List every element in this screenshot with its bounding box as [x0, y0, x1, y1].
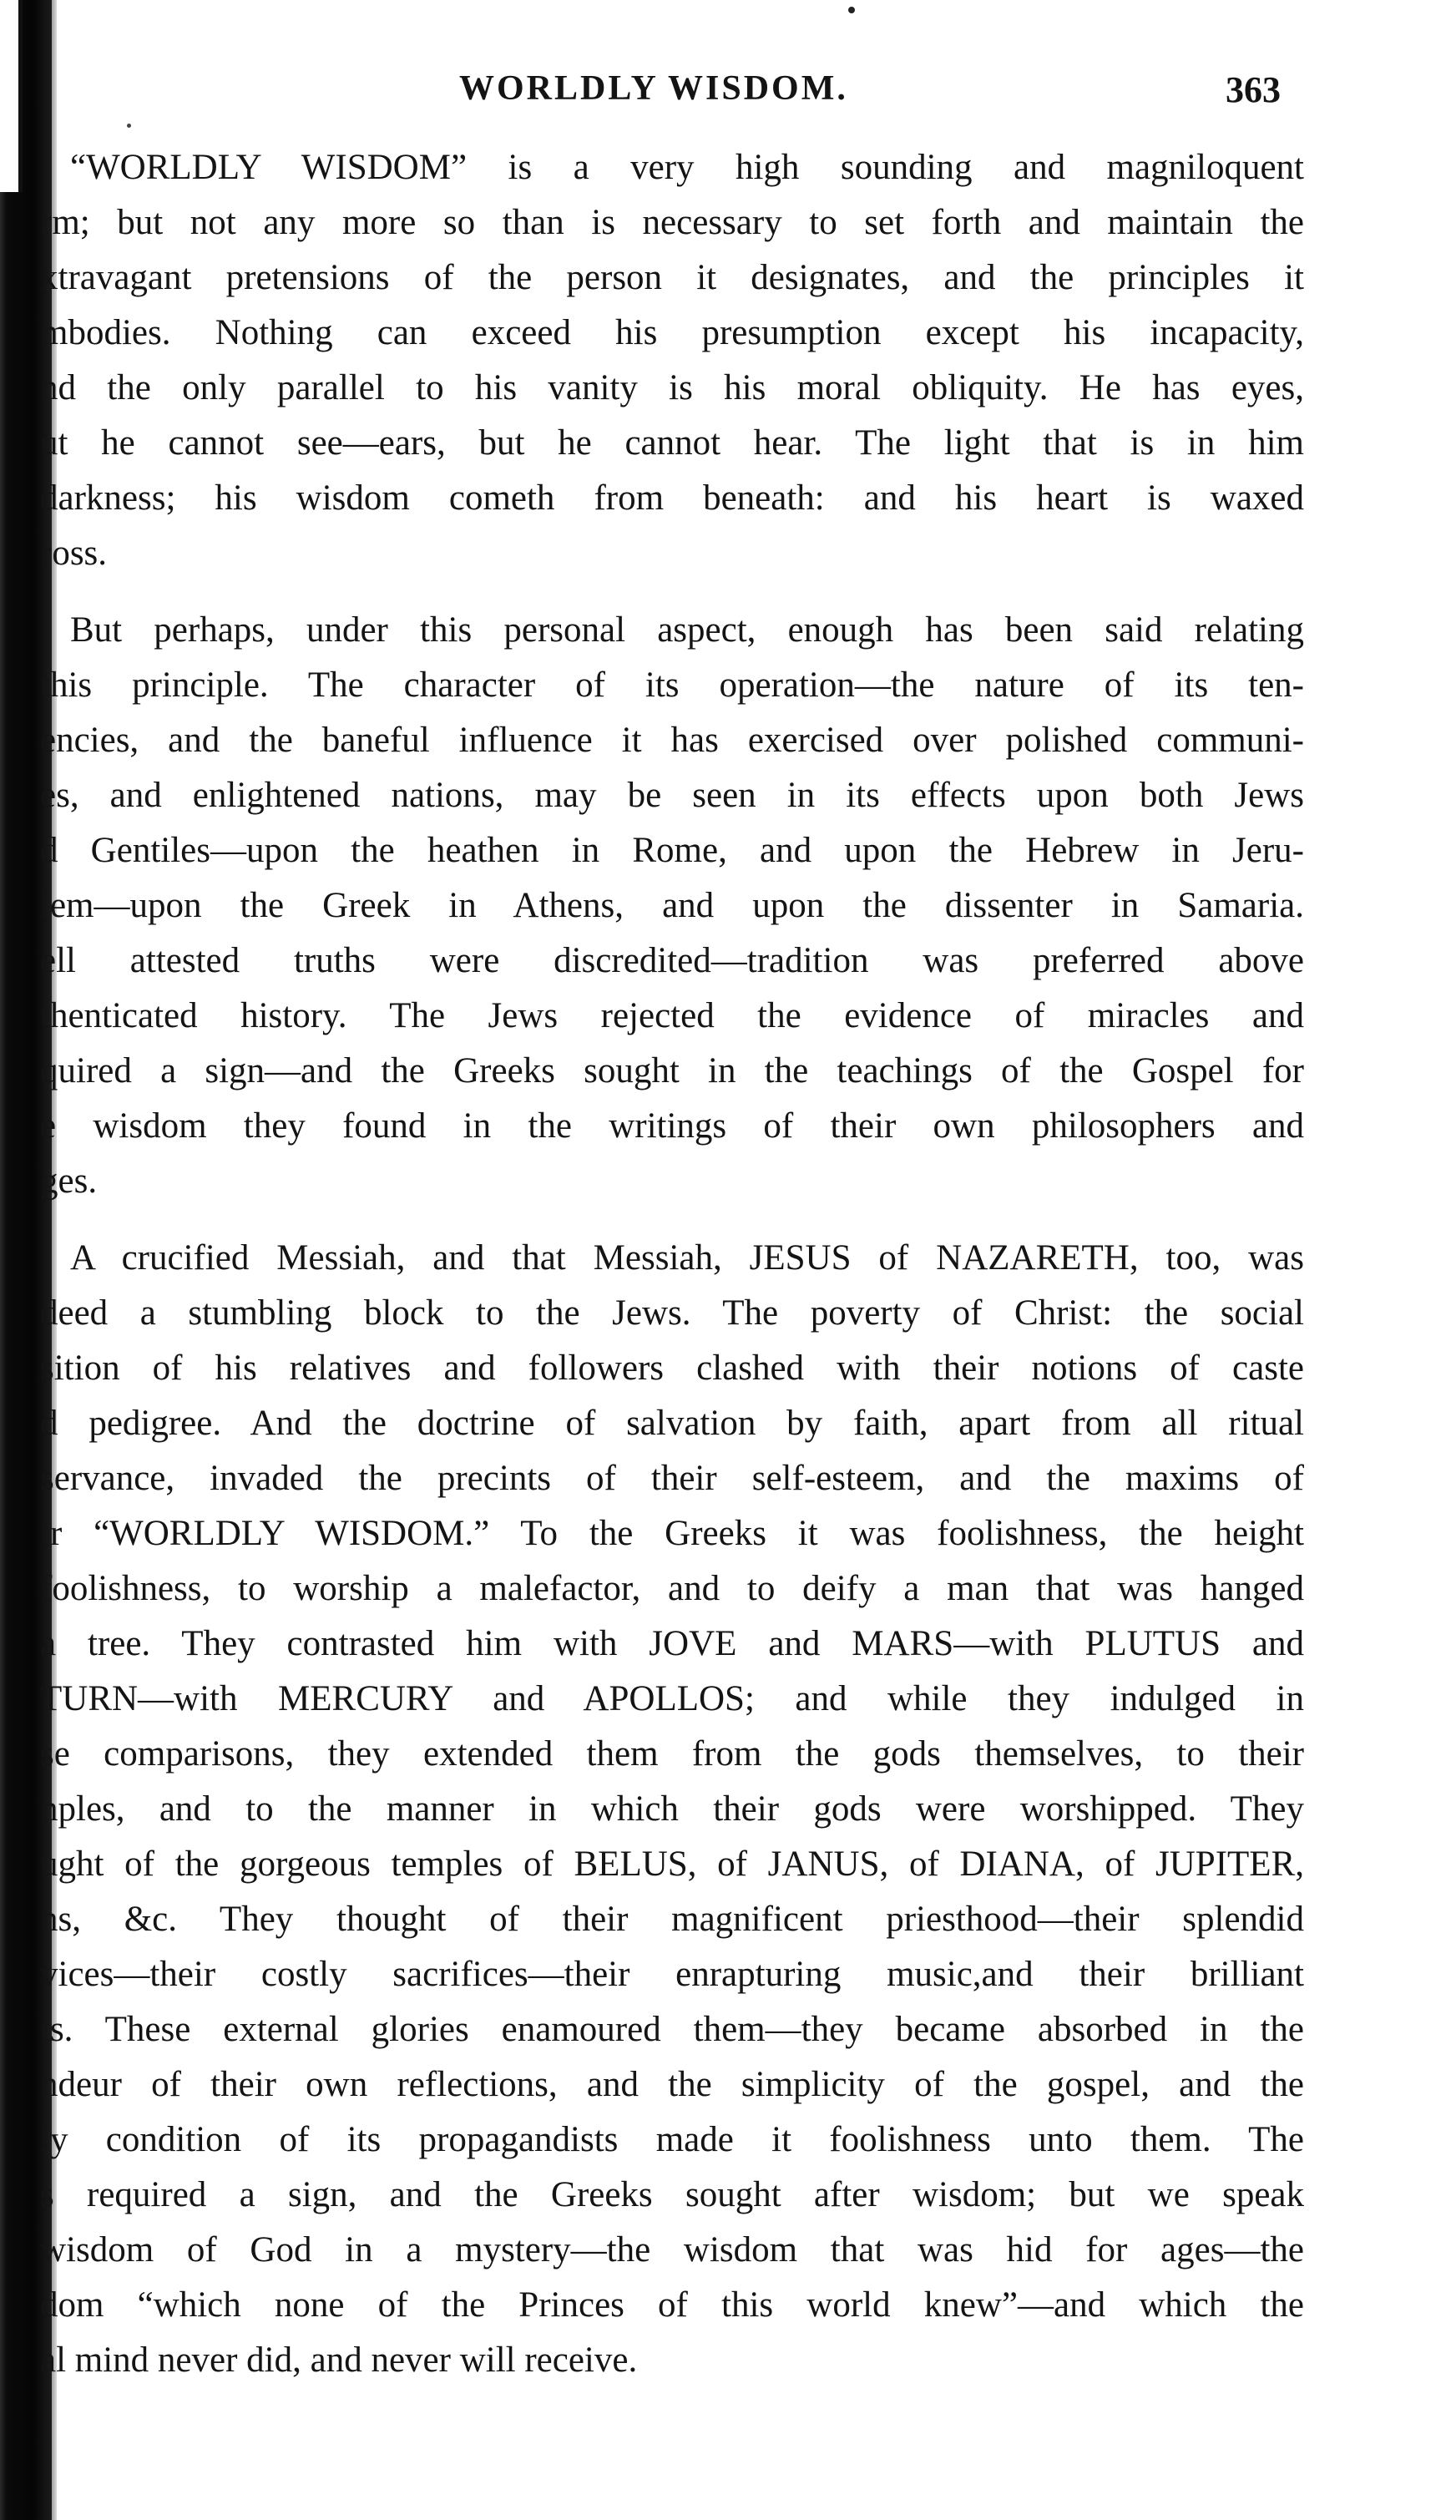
text-line: ndeur of their own reflections, and the simplicity of the gospel, and the — [40, 2065, 1304, 2104]
text-line: vices—their costly sacrifices—their enrapturing music,and their brilliant — [40, 1955, 1304, 1994]
paragraph — [40, 603, 1304, 1209]
text-line: mbodies. Nothing can exceed his presumption except his incapacity, — [40, 313, 1304, 352]
text-line: al mind never did, and never will receive. — [40, 2340, 638, 2380]
text-line: wisdom of God in a mystery—the wisdom that was hid for ages—the — [40, 2230, 1304, 2270]
text-line: ut he cannot see—ears, but he cannot hear. The light that is in him — [40, 423, 1304, 463]
page-corner — [0, 0, 23, 192]
text-line: lem—upon the Greek in Athens, and upon the dissenter in Samaria. — [40, 886, 1304, 925]
text-line: “WORLDLY WISDOM” is a very high sounding and magniloquent — [70, 148, 1304, 187]
text-line: ught of the gorgeous temples of BELUS, of JANUS, of DIANA, of JUPITER, — [40, 1844, 1304, 1884]
running-head — [67, 68, 1302, 127]
text-line: this principle. The character of its operation—the nature of its ten- — [40, 665, 1304, 705]
text-line: ts. These external glories enamoured them—they became absorbed in the — [40, 2010, 1304, 2049]
text-line: servance, invaded the precints of their self-esteem, and the maxims of — [40, 1459, 1304, 1498]
text-line: e wisdom they found in the writings of their own philosophers and — [40, 1106, 1304, 1146]
text-line: ell attested truths were discredited—tradition was preferred above — [40, 941, 1304, 980]
text-line: d Gentiles—upon the heathen in Rome, and upon the Hebrew in Jeru- — [40, 831, 1304, 870]
text-line: es, and enlightened nations, may be seen in its effects upon both Jews — [40, 776, 1304, 815]
body-text — [40, 140, 1304, 2388]
text-line: nd the only parallel to his vanity is his moral obliquity. He has eyes, — [40, 368, 1304, 407]
text-line: rm; but not any more so than is necessary to set forth and maintain the — [40, 203, 1304, 242]
text-line: A crucified Messiah, and that Messiah, JESUS of NAZARETH, too, was — [70, 1238, 1304, 1278]
text-line: ns, &c. They thought of their magnificent priesthood—their splendid — [40, 1900, 1304, 1939]
text-line: ly condition of its propagandists made it foolishness unto them. The — [40, 2120, 1304, 2159]
text-line: sition of his relatives and followers clashed with their notions of caste — [40, 1349, 1304, 1388]
text-line: encies, and the baneful influence it has exercised over polished communi- — [40, 721, 1304, 760]
text-line: foolishness, to worship a malefactor, and to deify a man that was hanged — [40, 1569, 1304, 1608]
ink-speck — [848, 7, 855, 13]
paragraph — [40, 1231, 1304, 2388]
text-line: deed a stumbling block to the Jews. The poverty of Christ: the social — [40, 1293, 1304, 1333]
text-line: ir “WORLDLY WISDOM.” To the Greeks it was foolishness, the height — [40, 1514, 1304, 1553]
text-line: s required a sign, and the Greeks sought after wisdom; but we speak — [40, 2175, 1304, 2214]
text-line: d pedigree. And the doctrine of salvation by faith, apart from all ritual — [40, 1404, 1304, 1443]
text-line: thenticated history. The Jews rejected the evidence of miracles and — [40, 996, 1304, 1035]
text-line: But perhaps, under this personal aspect, enough has been said relating — [70, 610, 1304, 650]
running-title: WORLDLY WISDOM. — [459, 69, 848, 108]
text-line: darkness; his wisdom cometh from beneath: and his heart is waxed — [40, 478, 1304, 518]
text-line: ross. — [40, 534, 108, 573]
text-line: a tree. They contrasted him with JOVE and MARS—with PLUTUS and — [40, 1624, 1304, 1663]
text-line: ges. — [40, 1161, 98, 1201]
paragraph — [40, 140, 1304, 581]
text-line: dom “which none of the Princes of this world knew”—and which the — [40, 2285, 1304, 2325]
text-line: quired a sign—and the Greeks sought in the teachings of the Gospel for — [40, 1051, 1304, 1090]
text-line: nples, and to the manner in which their gods were worshipped. They — [40, 1789, 1304, 1829]
text-line: se comparisons, they extended them from the gods themselves, to their — [40, 1734, 1304, 1774]
page-number: 363 — [1226, 69, 1281, 110]
text-line: xtravagant pretensions of the person it designates, and the principles it — [40, 258, 1304, 297]
text-line: TURN—with MERCURY and APOLLOS; and while they indulged in — [40, 1679, 1304, 1718]
